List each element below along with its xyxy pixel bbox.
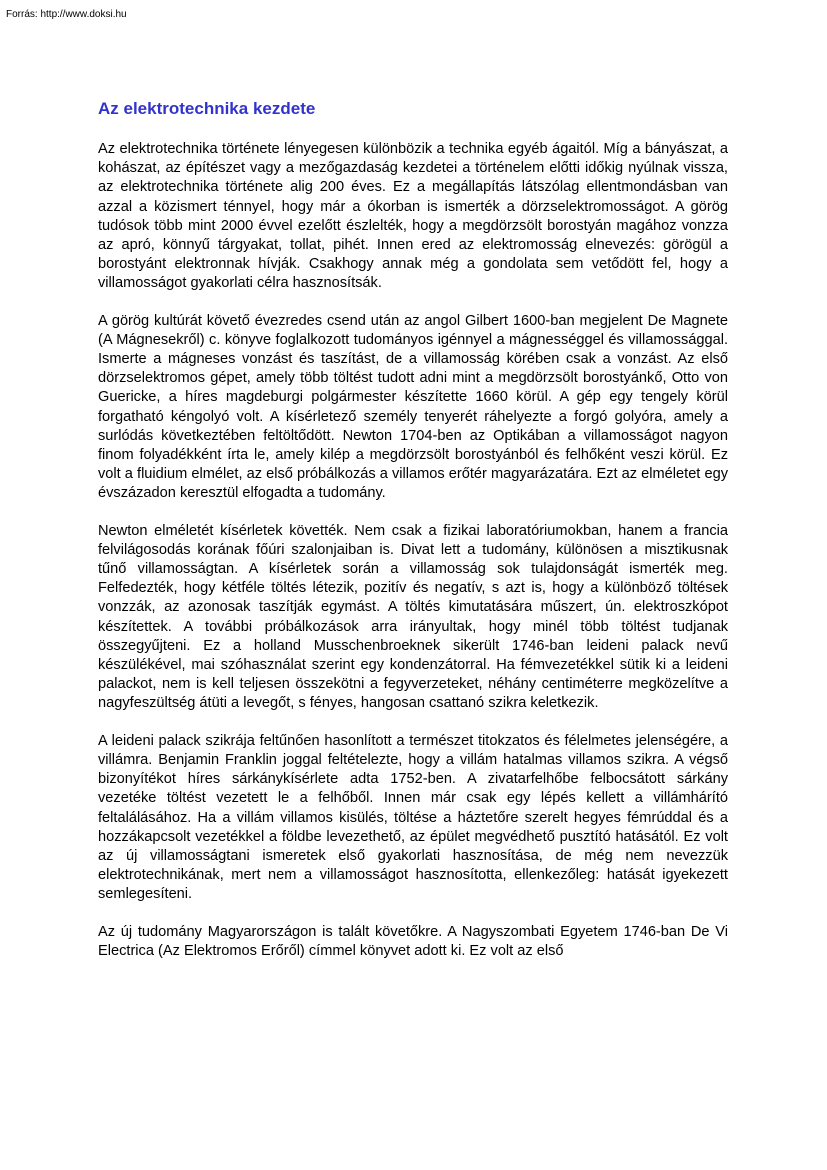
paragraph: A görög kultúrát követő évezredes csend után az angol Gilbert 1600-ban megjelent De Magnete (A Mágnesekről) c. könyve foglalkozott tudományos igénnyel a mágnességgel és villamossággal. Ismerte a mágneses vonzást és taszítást, de a villamosság körében csak a vonzást. Az első dörzselektromos gépet, amely több töltést tudott adni mint a megdörzsölt borostyánkő, Otto von Guericke, a híres magdeburgi polgármester készítette 1660 körül. A gép egy tengely körül forgatható kéngolyó volt. A kísérletező személy tenyerét ráhelyezte a forgó golyóra, amely a surlódás következtében feltöltődött. Newton 1704-ben az Optikában a villamosságot nagyon finom folyadékként írta le, amely kilép a megdörzsölt borostyánból és felhőként veszi körül. Ez volt a fluidium elmélet, az első próbálkozás a villamos erőtér magyarázatára. Ezt az elméletet egy évszázadon keresztül elfogadta a tudomány. bbox=[98, 312, 728, 502]
document-body bbox=[98, 98, 728, 961]
paragraph: Az elektrotechnika története lényegesen különbözik a technika egyéb ágaitól. Míg a bányászat, a kohászat, az építészet vagy a mezőgazdaság kezdetei a történelem előtti időkig nyúlnak vissza, az elektrotechnika története alig 200 éves. Ez a megállapítás látszólag ellentmondásban van azzal a közismert ténnyel, hogy már a ókorban is ismerték a dörzselektromosságot. A görög tudósok több mint 2000 évvel ezelőtt észlelték, hogy a megdörzsölt borostyán magához vonzza az apró, könnyű tárgyakat, tollat, pihét. Innen ered az elektromosság elnevezés: görögül a borostyánt elektronnak hívják. Csakhogy annak még a gondolata sem vetődött fel, hogy a villamosságot gyakorlati célra hasznosítsák. bbox=[98, 141, 728, 292]
document-title: Az elektrotechnika kezdete bbox=[98, 99, 316, 118]
paragraph: A leideni palack szikrája feltűnően hasonlított a természet titokzatos és félelmetes jelenségére, a villámra. Benjamin Franklin joggal feltételezte, hogy a villám hatalmas villamos szikra. A végső bizonyítékot híres sárkánykísérlete adta 1752-ben. A zivatarfelhőbe felbocsátott sárkány vezetéke töltést vezetett le a felhőből. Innen már csak egy lépés kellett a villámhárító feltalálásához. Ha a villám villamos kisülés, töltése a háztetőre szerelt hegyes fémrúddal és a hozzákapcsolt vezetékkel a földbe levezethető, az épület megvédhető pusztító hatásától. Ez volt az új villamosságtani ismeretek első gyakorlati hasznosítása, de még nem nevezzük elektrotechnikának, mert nem a villamosságot hasznosította, ellenkezőleg: hatását igyekezett semlegesíteni. bbox=[98, 732, 728, 903]
paragraph: Newton elméletét kísérletek követték. Nem csak a fizikai laboratóriumokban, hanem a francia felvilágosodás korának főúri szalonjaiban is. Divat lett a tudomány, különösen a misztikusnak tűnő villamosságtan. A kísérletek során a villamosság sok tulajdonságát ismerték meg. Felfedezték, hogy kétféle töltés létezik, pozitív és negatív, s azt is, hogy a különböző töltések vonzzák, az azonosak taszítják egymást. A töltés kimutatására műszert, ún. elektroszkópot készítettek. A további próbálkozások arra irányultak, hogy minél több töltést tudjanak összegyűjteni. Ez a holland Musschenbroeknek sikerült 1746-ban leideni palack nevű készülékével, mai szóhasználat szerint egy kondenzátorral. Ha fémvezetékkel sütik ki a leideni palackot, nem is kell teljesen összekötni a fegyverzeteket, néhány centiméterre megközelítve a nagyfeszültség átüti a levegőt, s fényes, hangosan csattanó szikra keletkezik. bbox=[98, 522, 728, 712]
source-note: Forrás: http://www.doksi.hu bbox=[6, 9, 127, 20]
paragraph: Az új tudomány Magyarországon is talált követőkre. A Nagyszombati Egyetem 1746-ban De Vi Electrica (Az Elektromos Erőről) címmel könyvet adott ki. Ez volt az első bbox=[98, 923, 728, 959]
